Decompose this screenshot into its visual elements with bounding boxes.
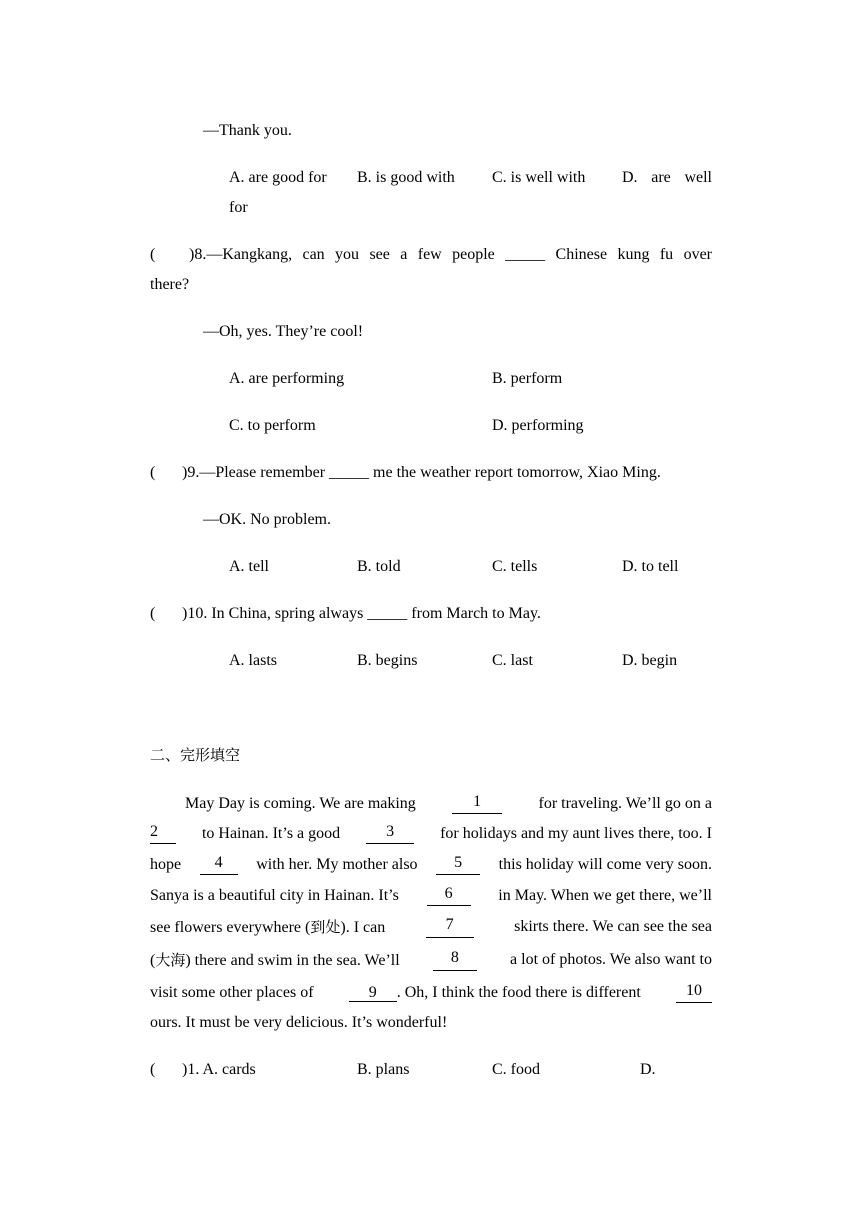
passage-text: to Hainan. It’s a good (201, 825, 341, 842)
q10-paren: ( (150, 605, 156, 622)
q10-option-d: D. begin (622, 652, 678, 669)
passage-text (150, 950, 400, 971)
passage-text: hope (150, 856, 182, 873)
passage-line-1 (185, 794, 712, 814)
passage-text: this holiday will come very soon. (498, 856, 712, 873)
q8-reply: —Oh, yes. They’re cool! (203, 323, 364, 340)
passage-text: . Oh, I think the food there is different (396, 984, 641, 1001)
passage-line-7 (150, 983, 712, 1003)
cloze-q1-option-b: B. plans (357, 1061, 410, 1078)
q9-reply: —OK. No problem. (203, 511, 331, 528)
q9-option-c: C. tells (492, 558, 538, 575)
q9-option-d: D. to tell (622, 558, 679, 575)
blank-5: 5 (436, 855, 480, 875)
passage-line-6 (150, 950, 712, 971)
blank-6: 6 (427, 886, 471, 906)
passage-line-5 (150, 917, 712, 938)
passage-text: with her. My mother also (256, 856, 418, 873)
blank-8: 8 (433, 950, 477, 971)
q9-option-a: A. tell (229, 558, 269, 575)
passage-text: for holidays and my aunt lives there, too. I (440, 825, 712, 842)
passage-text: Sanya is a beautiful city in Hainan. It’s (150, 887, 399, 904)
cloze-q1-paren: ( (150, 1061, 156, 1078)
passage-text: skirts there. We can see the sea (514, 918, 712, 935)
q7-reply: —Thank you. (203, 122, 292, 139)
q10-option-c: C. last (492, 652, 533, 669)
passage-text (150, 917, 385, 938)
q10-option-b: B. begins (357, 652, 418, 669)
passage-text: ). I can (340, 919, 386, 936)
q10-stem: )10. In China, spring always _____ from March to May. (182, 605, 541, 622)
section-title: 二、完形填空 (150, 746, 241, 764)
passage-text: in May. When we get there, we’ll (498, 887, 712, 904)
q7-option-d: D. are well (622, 169, 712, 186)
q8-stem: )8.—Kangkang, can you see a few people _____ Chinese kung fu over (189, 246, 712, 263)
blank-2: 2 (150, 824, 176, 844)
passage-line-4 (150, 886, 712, 906)
q8-stem-cont: there? (150, 276, 190, 293)
q7-option-a: A. are good for (229, 169, 327, 186)
passage-text (349, 983, 641, 1003)
passage-text: ) there and swim in the sea. We’ll (185, 952, 400, 969)
blank-4: 4 (200, 855, 238, 875)
q8-option-d: D. performing (492, 417, 584, 434)
q8-paren: ( (150, 246, 156, 263)
blank-7: 7 (426, 917, 474, 938)
blank-3: 3 (366, 824, 414, 844)
passage-text: for traveling. We’ll go on a (538, 795, 712, 812)
blank-1: 1 (452, 794, 502, 814)
q10-option-a: A. lasts (229, 652, 277, 669)
passage-text: visit some other places of (150, 984, 314, 1001)
blank-10: 10 (676, 983, 712, 1003)
q7-option-c: C. is well with (492, 169, 586, 186)
q7-option-d-cont: for (229, 199, 248, 216)
passage-line-8: ours. It must be very delicious. It’s wonderful! (150, 1014, 448, 1031)
q9-option-b: B. told (357, 558, 401, 575)
passage-cn: 到处 (310, 918, 341, 936)
q8-option-c: C. to perform (229, 417, 316, 434)
passage-cn: 大海 (155, 951, 186, 969)
cloze-q1-stem: )1. A. cards (182, 1061, 256, 1078)
passage-text: see flowers everywhere ( (150, 919, 311, 936)
passage-line-3 (150, 855, 712, 875)
passage-text: May Day is coming. We are making (185, 795, 416, 812)
q8-option-a: A. are performing (229, 370, 345, 387)
passage-line-2 (150, 824, 712, 844)
cloze-q1-option-c: C. food (492, 1061, 540, 1078)
passage-text: a lot of photos. We also want to (510, 951, 712, 968)
blank-9: 9 (349, 985, 397, 1002)
q7-option-b: B. is good with (357, 169, 455, 186)
q9-stem: )9.—Please remember _____ me the weather report tomorrow, Xiao Ming. (182, 464, 661, 481)
q8-option-b: B. perform (492, 370, 563, 387)
cloze-q1-option-d: D. (640, 1061, 656, 1078)
q9-paren: ( (150, 464, 156, 481)
passage-text: ( (150, 952, 156, 969)
